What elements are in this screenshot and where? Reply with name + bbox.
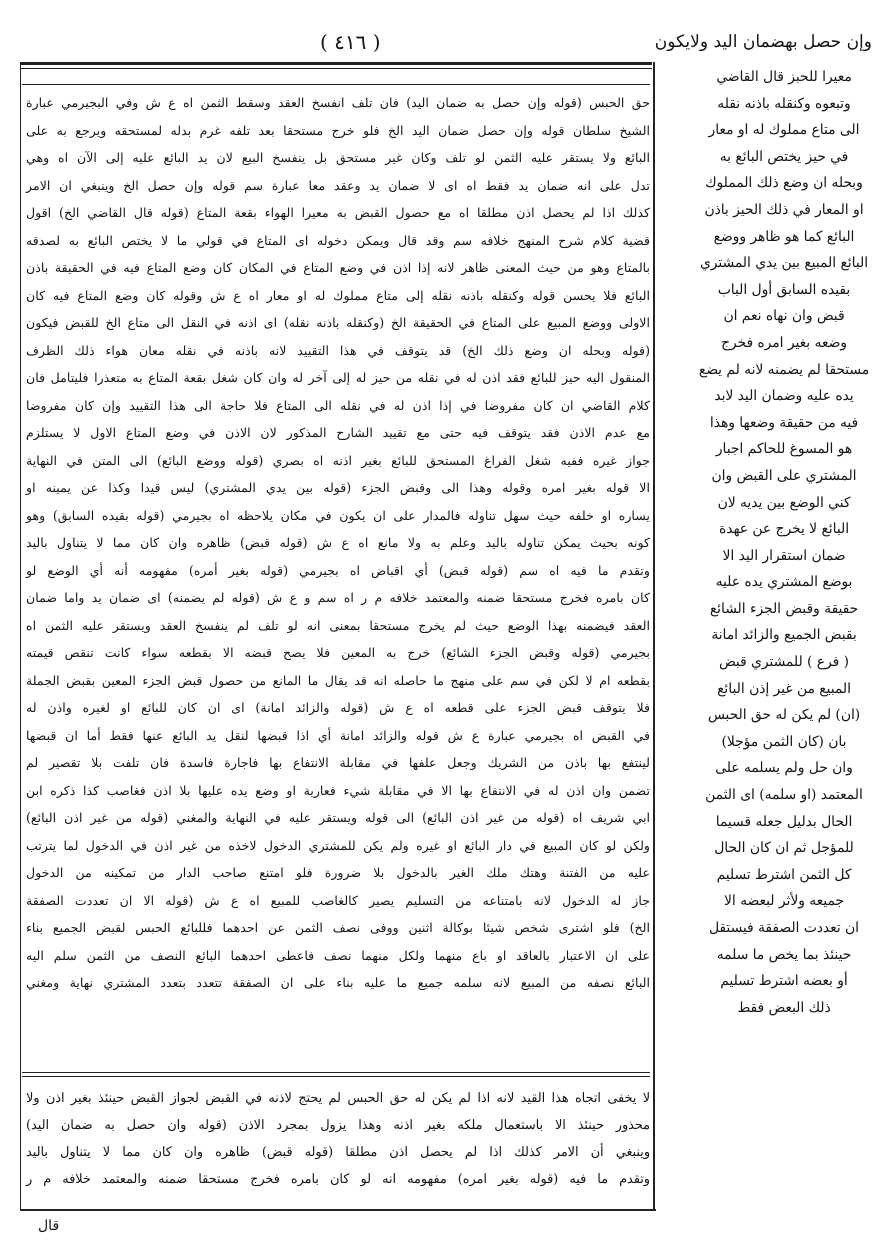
header-rule-thin xyxy=(20,68,652,69)
text-line: (قوله وبحله ان وضع ذلك الخ) قد يتوقف في هذا التقييد لانه باذنه في نقله معان هواء ذلك الظرف xyxy=(26,342,650,358)
text-line: الا قوله بغير امره وقوله وهذا الى وقبض الجزء (قوله بين يدي المشتري) ليس قيدا وكذا عن يمينه او xyxy=(26,480,650,495)
text-line: بقطعه ام لا لكن في سم على منهج ما حاصله انه قد يقال ما المانع من حصول قبض الجزء المعين بقبض الجملة xyxy=(26,672,650,688)
margin-line: بقبض الجميع والزائد امانة xyxy=(711,627,857,644)
page-number: ( ٤١٦ ) xyxy=(320,30,381,54)
header-rule xyxy=(20,62,652,65)
text-line: وتقدم ما فيه اه سم (قوله قبض) أي اقباض اه بجيرمي (قوله بغير أمره) مفهومه أنه أي الوضع لو xyxy=(26,562,650,578)
margin-line: البائع لا يخرج عن عهدة xyxy=(718,521,850,538)
text-line: كان بامره فخرج مستحقا ضمنه والمعتمد خلافه م ر اه سم و ع ش (قوله لم يضمنه) اى ضمان يد واما ضمان xyxy=(26,590,650,605)
bottom-rule xyxy=(20,1209,656,1211)
margin-line: الحال بدليل جعله قسيما xyxy=(715,813,853,830)
margin-line: وتبعوه وكنقله باذنه نقله xyxy=(717,95,851,112)
margin-line: أو بعضه اشترط تسليم xyxy=(720,973,848,990)
text-line: لينتفع بها باذن من الشريك وجعل علفها في مقابلة الانتفاع بها فاجارة فاسدة فان تلفت بلا تقصير لم xyxy=(26,755,650,770)
text-line: ابي شريف اه (قوله من غير اذن البائع) الى قوله ويستقر عليه في النهاية والمغني (قوله من غير اذن البائع) xyxy=(26,810,650,825)
lower-text-block xyxy=(26,1085,650,1193)
main-text-block xyxy=(26,89,650,1069)
margin-line: ان تعددت الصفقة فيستقل xyxy=(708,920,859,936)
footnote-line: وتقدم ما فيه (قوله بغير امره) مفهومه انه لو كان بامره فخرج مستحقا ضمنه والمعتمد خلافه م ر xyxy=(26,1172,650,1187)
text-line: العقد فيضمنه بهذا الوضع حيث لم يخرج مستحقا بمعنى انه لو تلف لم ينفسخ العقد ويستقر عليه الثمن اه xyxy=(26,617,650,633)
text-line: كذلك اذا لم يحصل اذن مطلقا اه مع حصول القبض به معيرا الهواء بقعة المتاع (قوله قال القاضي الخ) اقول xyxy=(26,205,650,220)
text-line: على ان الاعتبار بالعاقد او باع منهما ولكل منهما نصف فاعطى احدهما البائع النصف من الثمن سلم اليه xyxy=(26,947,650,963)
text-line: البائع فلا يحسن قوله وكنقله باذنه نقله إلى متاع مملوك له او معار اه ع ش وقوله كان وضع المتاع فيه كان xyxy=(26,287,650,303)
margin-line: ذلك البعض فقط xyxy=(737,999,831,1016)
text-line: في القبض اه بجيرمي عبارة ع ش قوله والزائد امانة أي اذا قبضها لنقل يد البائع عنها فقط أما ان قبضها xyxy=(26,727,650,743)
footnote-line: محذور حينئذ الا باستعمال ملكه بغير اذنه وهذا يزول بمجرد الاذن (قوله وان حصل به ضمان اليد) xyxy=(26,1118,650,1133)
margin-line: حينئذ بما يخص ما سلمه xyxy=(716,946,852,963)
text-line: بجيرمي (قوله وقبض الجزء الشائع) خرج به المعين فلا يصح قبضه الا بقطعه سواء كانت تنقص قيمته xyxy=(26,645,650,660)
text-line: تضمن وان اذن له في الانتفاع بها الا في مقابلة شيء فعارية او وضع يده عليها بلا اذن فغاصب كذا ذكره ابن xyxy=(26,782,650,798)
margin-line: وبحله ان وضع ذلك المملوك xyxy=(705,175,863,192)
margin-line: او المعار في ذلك الحيز باذن xyxy=(704,201,864,218)
text-line: مع عدم الاذن فقد يتوقف فيه حتى مع تقييد الشارح المذكور لان الاذن في وضع المتاع الاول لا يستلزم xyxy=(26,425,650,440)
margin-line: بوضع المشتري يده عليه xyxy=(715,574,853,591)
running-title: وإن حصل بهضمان اليد ولايكون xyxy=(654,32,872,52)
margin-line: بقيده السابق أول الباب xyxy=(717,281,851,298)
margin-line: وان حل ولم يسلمه على xyxy=(715,760,853,777)
margin-line: فيه من حقيقة وضعها وهذا xyxy=(709,414,859,431)
text-line: كونه بحيث يمكن تناوله باليد وعلم به ولا مانع اه ع ش (قوله قبض) ظاهره وان كان مما لا يتناول باليد xyxy=(26,535,650,550)
margin-line: كني الوضع بين يديه لان xyxy=(717,494,851,511)
text-line: فلا يتوقف قبض الجزء على قطعه اه ع ش (قوله والزائد امانة) اى ان كان للبائع او لغيره واذن له xyxy=(26,700,650,715)
margin-line: البائع المبيع بين يدي المشتري xyxy=(699,255,869,272)
margin-line: كل الثمن اشترط تسليم xyxy=(716,866,852,883)
footnote-line: وينبغي أن الامر كذلك اذا لم يحصل اذن مطلقا (قوله قبض) ظاهره وان كان مما لا يتناول باليد xyxy=(26,1145,650,1160)
margin-line: المبيع من غير إذن البائع xyxy=(717,680,851,697)
text-line: البائع نصفه من المبيع لانه سلمه جميع ما عليه بناء على ان الصفقة تتعدد بتعدد المشتري نهاية ومغني xyxy=(26,975,650,990)
footnote-line: لا يخفى اتجاه هذا القيد لانه اذا لم يكن له حق الحبس لم يحتج لاذنه في القبض لجواز القبض حينئذ بغير اذن ولا xyxy=(26,1091,650,1106)
catchword: قال xyxy=(38,1218,60,1234)
margin-line: المعتمد (او سلمه) اى الثمن xyxy=(705,787,863,804)
margin-line: ( فرع ) للمشتري قبض xyxy=(718,654,850,671)
margin-line: بان (كان الثمن مؤجلا) xyxy=(721,733,847,750)
margin-line: حقيقة وقبض الجزء الشائع xyxy=(709,600,859,617)
text-line: كلام القاضي ان كان مفروضا في إذا اذن له في نقله الى المتاع فلا حاجة الى هذا التقييد وإن كان مفروضا xyxy=(26,397,650,413)
text-line: الخ) فلو اشترى شخص شيئا بوكالة اثنين ووفى نصف الثمن عن احدهما فللبائع الحبس لقبض الجميع بناء xyxy=(26,920,650,935)
text-line: يساره او خلفه حيث سهل تناوله فالمدار على ان يكون في مكان يلاحظه اه بجيرمي (قوله بقيده السابق) وهو xyxy=(26,507,650,523)
margin-line: للمؤجل ثم ان كان الحال xyxy=(714,840,854,857)
margin-line: معيرا للحبز قال القاضي xyxy=(716,69,852,85)
text-line: ولكن لو كان المبيع في دار البائع او غيره ولم يكن للمشتري الدخول لاخذه من غير اذن في الدخول لما يترتب xyxy=(26,837,650,853)
text-line: بالمتاع وهو من حيث المعنى ظاهر لانه إذا اذن في وضع المتاع في المكان كان وضع المتاع فيه في الحقيقة باذن xyxy=(26,260,650,275)
text-line: الاولى ووضع المبيع على المتاع في الحقيقة الخ (وكنقله باذنه نقله) اى اذنه في النقل الى متاع الخ للقبض فيكون xyxy=(26,315,650,330)
margin-line: وضعه بغير امره فخرج xyxy=(721,334,847,351)
margin-line: قبض وان نهاه نعم ان xyxy=(723,308,845,325)
margin-line: يده عليه وضمان اليد لابد xyxy=(714,388,854,405)
margin-line: ضمان استقرار اليد الا xyxy=(722,547,846,564)
text-line: الشيخ سلطان قوله وإن حصل ضمان اليد الخ فلو خرج مستحقا بعد تلفه غرم بدله لمستحقه ويرجع به على xyxy=(26,122,650,138)
margin-line: هو المسوغ للحاكم اجبار xyxy=(715,441,853,458)
column-divider xyxy=(653,62,655,1210)
margin-line: الى متاع مملوك له او معار xyxy=(708,122,860,139)
text-line: قضية كلام شرح المنهج خلافه سم وقد قال ويمكن دخوله اى المتاع في قولي ما لا يختص البائع به لصدقه xyxy=(26,232,650,248)
margin-commentary xyxy=(694,64,874,1174)
main-top-rule xyxy=(22,84,650,85)
text-line: عليه من الفتنة وهتك ملك الغير بالدخول بلا ضرورة فلو امتنع صاحب الدار من تمكينه من الدخول xyxy=(26,865,650,880)
text-line: المنقول اليه حيز للبائع فقد اذن له في نقله من حيز له إلى آخر له وان كان شغل بقعة المتاع به متعذرا فليتامل فان xyxy=(26,370,650,385)
margin-line: المشتري على القبض وان xyxy=(711,467,857,484)
margin-line: جميعه ولأثر لبعضه الا xyxy=(724,893,844,910)
main-left-rule xyxy=(20,62,21,1210)
text-line: جاز له الدخول لانه بامتناعه من التسليم يصير كالغاصب للمبيع اه ع ش (قوله الا ان تعددت الصفقة xyxy=(26,892,650,908)
page-header xyxy=(20,26,872,62)
margin-line: مستحقا لم يضمنه لانه لم يضع xyxy=(698,361,870,378)
text-line: البائع ولا يستقر عليه الثمن لو تلف وكان غير مستحق بل ينفسخ البيع لان يد البائع عليه إلى الآن اه وهي xyxy=(26,150,650,165)
main-commentary xyxy=(26,89,650,1187)
margin-line: (ان) لم يكن له حق الحبس xyxy=(707,707,861,724)
text-line: حق الحبس (قوله وإن حصل به ضمان اليد) فان تلف انفسخ العقد وسقط الثمن اه ع ش وفي البجيرمي عبارة xyxy=(26,95,650,110)
text-line: تدل على انه ضمان يد فقط اه اى لا ضمان يد وعقد معا عبارة سم قوله وإن حصل الخ وينبغي ان الامر xyxy=(26,177,650,193)
text-line: جواز غيره ففيه شغل الفراغ المستحق للبائع بغير اذنه اه بصري (قوله ووضع البائع) الى المتن في النهاية xyxy=(26,452,650,468)
margin-line: في حيز يختص البائع به xyxy=(719,148,849,165)
margin-line: البائع كما هو ظاهر ووضع xyxy=(713,228,855,245)
